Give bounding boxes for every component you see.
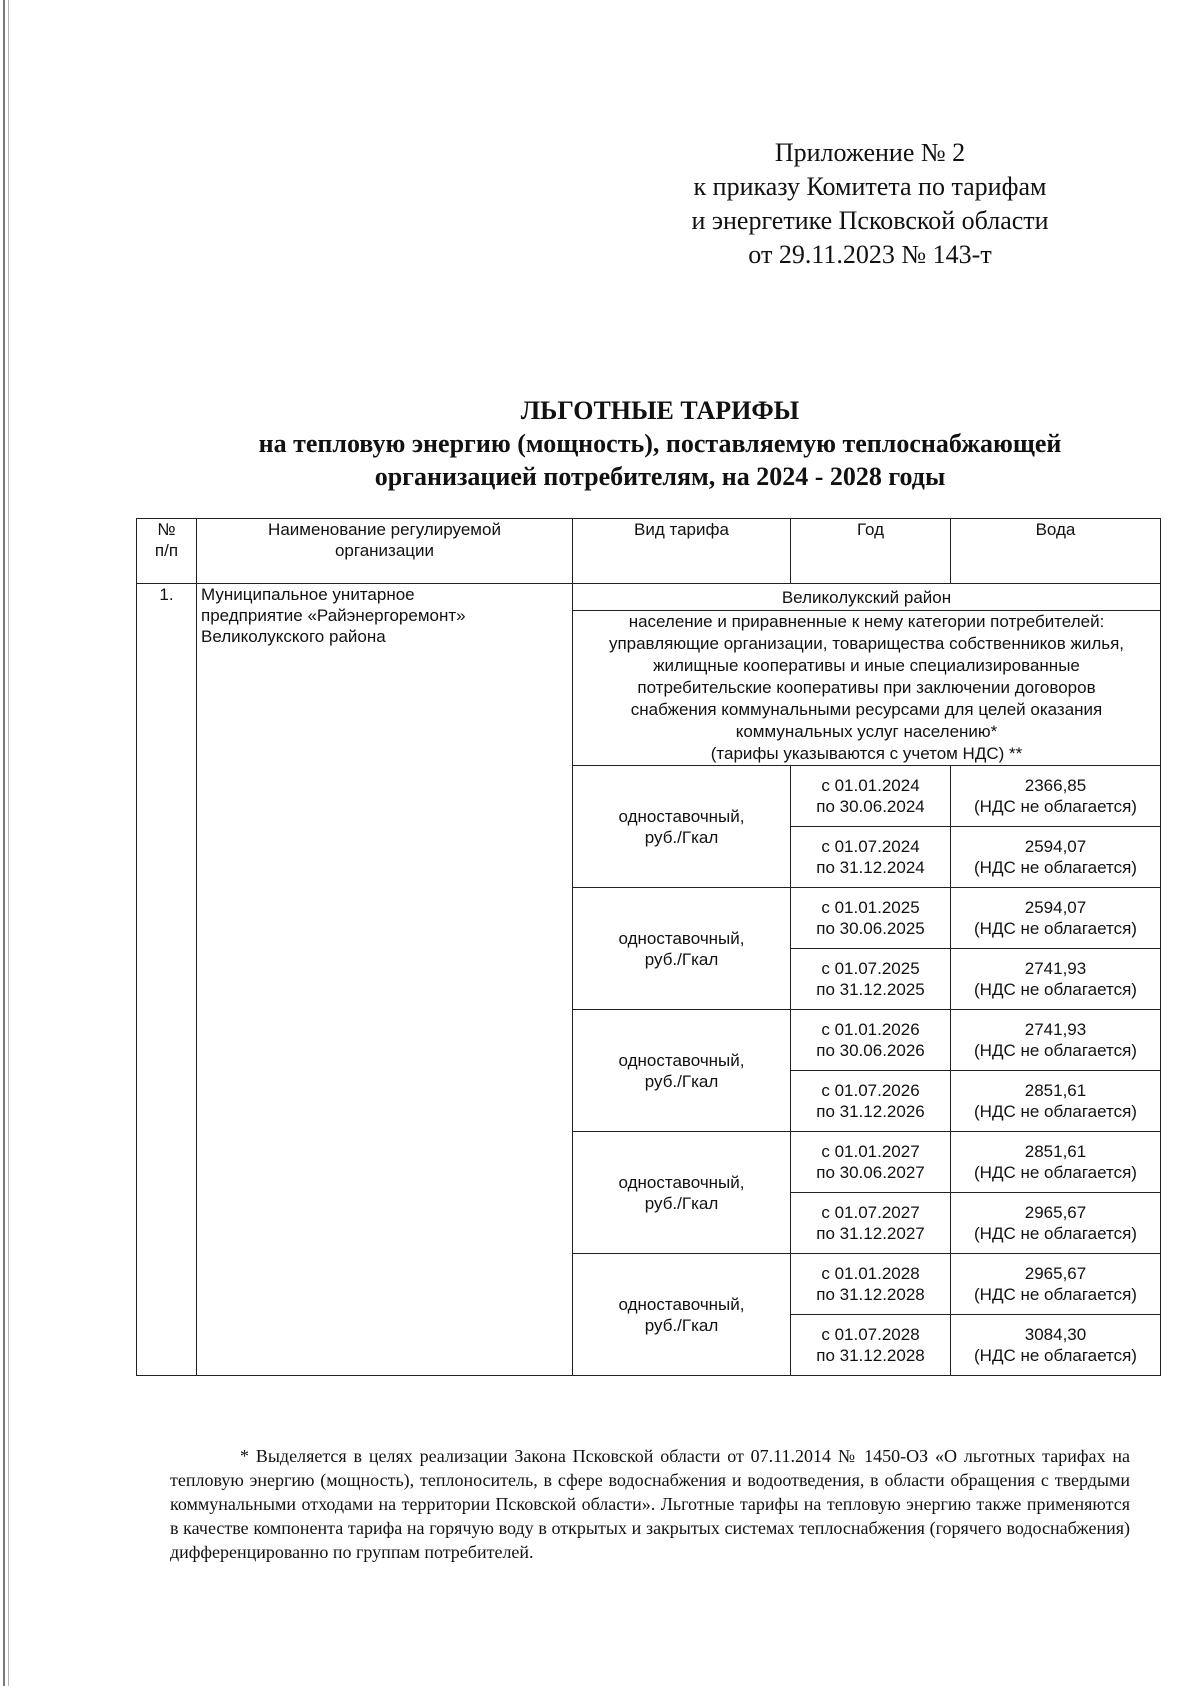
tariff-value: 2594,07 (НДС не облагается) — [951, 888, 1161, 949]
title-line: организацией потребителям, на 2024 - 2028 годы — [374, 462, 946, 491]
scan-edge-line — [3, 0, 5, 1686]
tariff-type: одноставочный, руб./Гкал — [573, 1254, 791, 1376]
table-row — [137, 584, 1161, 611]
header-type: Вид тарифа — [573, 519, 791, 584]
tariffs-table — [136, 518, 1161, 1376]
consumer-category-line: управляющие организации, товарищества собственников жилья, — [608, 634, 1125, 653]
consumer-category — [573, 611, 1161, 766]
table-header-row — [137, 519, 1161, 584]
region-name: Великолукский район — [573, 584, 1161, 611]
title-line: ЛЬГОТНЫЕ ТАРИФЫ — [520, 396, 800, 425]
appendix-line: к приказу Комитета по тарифам — [693, 172, 1047, 201]
consumer-category-line: коммунальных услуг населению* — [735, 722, 998, 741]
tariff-value: 2741,93 (НДС не облагается) — [951, 1010, 1161, 1071]
header-water: Вода — [951, 519, 1161, 584]
consumer-category-line: население и приравненные к нему категории потребителей: — [628, 612, 1105, 631]
tariff-value: 2594,07 (НДС не облагается) — [951, 827, 1161, 888]
consumer-category-line: (тарифы указываются с учетом НДС) ** — [710, 744, 1023, 763]
tariff-value: 2965,67 (НДС не облагается) — [951, 1254, 1161, 1315]
tariff-period: с 01.07.2026 по 31.12.2026 — [791, 1071, 951, 1132]
consumer-category-line: жилищные кооперативы и иные специализированные — [653, 656, 1080, 675]
tariff-value: 2851,61 (НДС не облагается) — [951, 1071, 1161, 1132]
appendix-line: и энергетике Псковской области — [691, 206, 1049, 235]
row-number: 1. — [137, 584, 197, 1376]
tariff-value: 2366,85 (НДС не облагается) — [951, 766, 1161, 827]
header-year: Год — [791, 519, 951, 584]
consumer-category-line: потребительские кооперативы при заключении договоров — [637, 678, 1096, 697]
title-line: на тепловую энергию (мощность), поставляемую теплоснабжающей — [258, 429, 1062, 458]
tariff-type: одноставочный, руб./Гкал — [573, 1132, 791, 1254]
appendix-line: Приложение № 2 — [774, 138, 966, 167]
header-num: № п/п — [137, 519, 197, 584]
tariff-value: 2851,61 (НДС не облагается) — [951, 1132, 1161, 1193]
tariff-period: с 01.01.2028 по 31.12.2028 — [791, 1254, 951, 1315]
footnote: * Выделяется в целях реализации Закона Псковской области от 07.11.2014 № 1450-ОЗ «О льготных тарифах на тепловую энергию (мощность), теплоноситель, в сфере водоснабжения и водоотведения, в области обращения с твердыми коммунальными отходами на территории Псковской области». Льготные тарифы на тепловую энергию также применяются в качестве компонента тарифа на горячую воду в открытых и закрытых системах теплоснабжения (горячего водоснабжения) дифференцированно по группам потребителей. — [170, 1446, 1130, 1562]
tariff-type: одноставочный, руб./Гкал — [573, 766, 791, 888]
tariff-value: 2965,67 (НДС не облагается) — [951, 1193, 1161, 1254]
tariff-period: с 01.01.2024 по 30.06.2024 — [791, 766, 951, 827]
appendix-reference — [650, 136, 1090, 272]
tariff-value: 3084,30 (НДС не облагается) — [951, 1315, 1161, 1376]
tariff-period: с 01.01.2027 по 30.06.2027 — [791, 1132, 951, 1193]
tariff-period: с 01.01.2026 по 30.06.2026 — [791, 1010, 951, 1071]
tariff-period: с 01.07.2028 по 31.12.2028 — [791, 1315, 951, 1376]
tariff-period: с 01.07.2025 по 31.12.2025 — [791, 949, 951, 1010]
organization-name: Муниципальное унитарное предприятие «Райэнергоремонт» Великолукского района — [197, 584, 573, 1376]
tariff-type: одноставочный, руб./Гкал — [573, 888, 791, 1010]
tariff-type: одноставочный, руб./Гкал — [573, 1010, 791, 1132]
appendix-line: от 29.11.2023 № 143-т — [748, 240, 992, 269]
header-org: Наименование регулируемой организации — [197, 519, 573, 584]
document-title — [140, 394, 1180, 493]
tariff-period: с 01.07.2027 по 31.12.2027 — [791, 1193, 951, 1254]
consumer-category-line: снабжения коммунальными ресурсами для целей оказания — [630, 700, 1103, 719]
tariff-period: с 01.01.2025 по 30.06.2025 — [791, 888, 951, 949]
scan-edge-line-inner — [8, 0, 9, 1686]
tariff-value: 2741,93 (НДС не облагается) — [951, 949, 1161, 1010]
tariff-period: с 01.07.2024 по 31.12.2024 — [791, 827, 951, 888]
